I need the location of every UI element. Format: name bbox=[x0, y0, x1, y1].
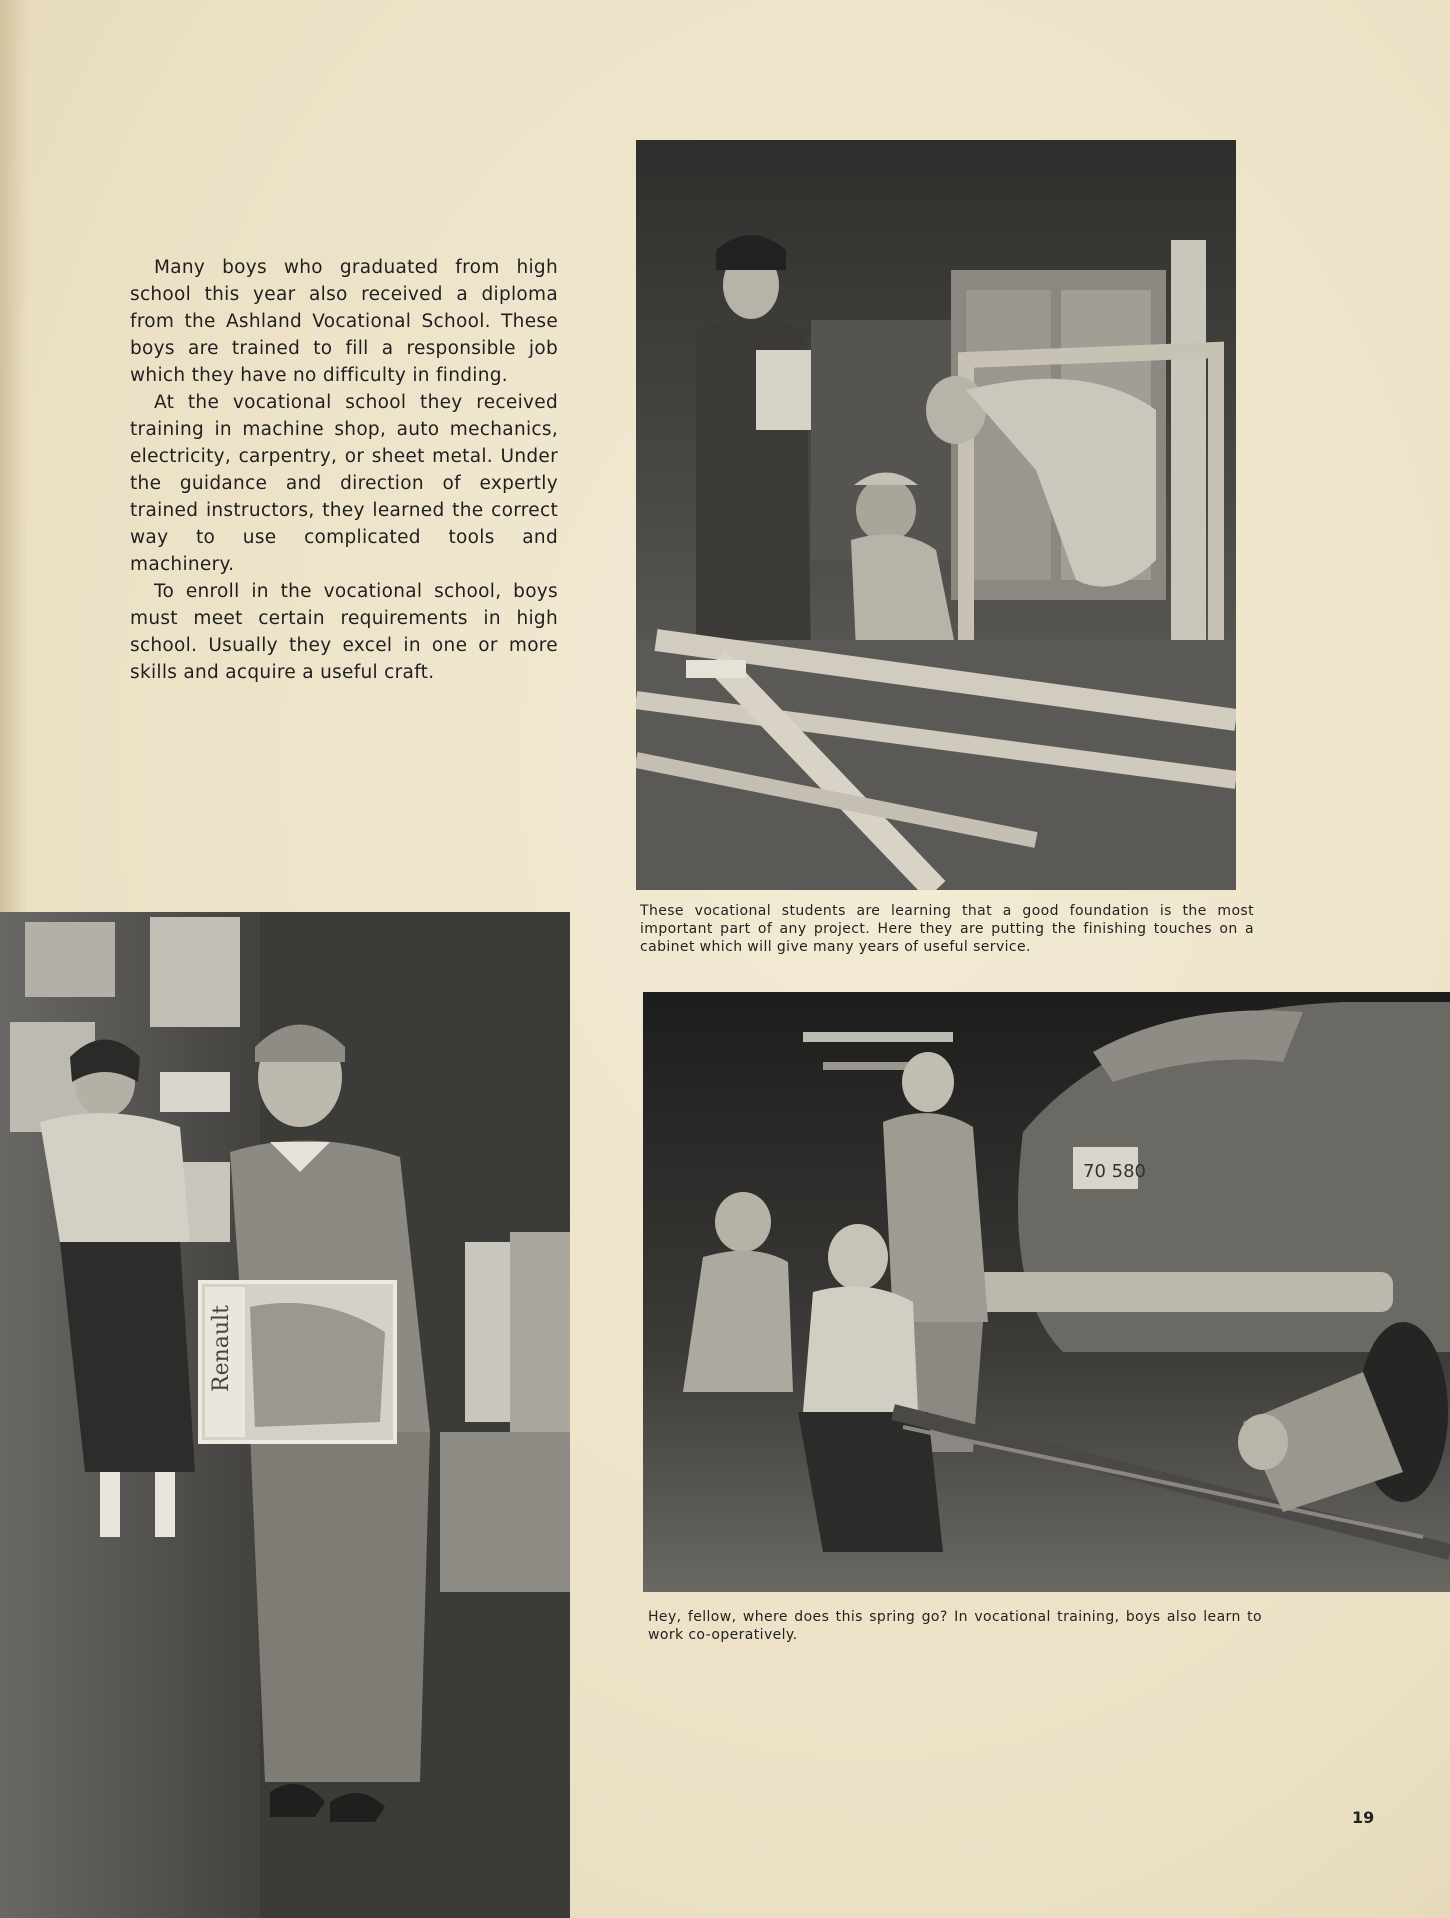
caption-cabinet: These vocational students are learning that a good foundation is the most important part of any project. Here they are putting the finishing touches on a cabinet which will give many years of useful service. bbox=[640, 903, 1254, 955]
article-paragraph-1: Many boys who graduated from high school this year also received a diploma from the Ashland Vocational School. These boys are trained to fill a responsible job which they have no difficulty in finding. bbox=[130, 257, 558, 386]
article-paragraph-2: At the vocational school they received training in machine shop, auto mechanics, electricity, carpentry, or sheet metal. Under the guidance and direction of expertly trained instructors, they learned the correct way to use complicated tools and machinery. bbox=[130, 392, 558, 575]
book-title: Renault bbox=[209, 1305, 234, 1392]
article-body bbox=[130, 254, 558, 686]
article-paragraph-3: To enroll in the vocational school, boys must meet certain requirements in high school. Usually they excel in one or more skills and acquire a useful craft. bbox=[130, 581, 558, 683]
photo-auto-shop-image bbox=[643, 992, 1450, 1592]
license-plate-text: 70 580 bbox=[1083, 1161, 1146, 1182]
photo-cabinet-workshop bbox=[636, 140, 1236, 890]
photo-art-room-image bbox=[0, 912, 570, 1918]
page-number: 19 bbox=[1352, 1808, 1375, 1827]
photo-auto-shop bbox=[643, 992, 1450, 1592]
caption-auto-shop: Hey, fellow, where does this spring go? In vocational training, boys also learn to work co-operatively. bbox=[648, 1609, 1262, 1643]
photo-art-room bbox=[0, 912, 570, 1918]
photo-cabinet-image bbox=[636, 140, 1236, 890]
